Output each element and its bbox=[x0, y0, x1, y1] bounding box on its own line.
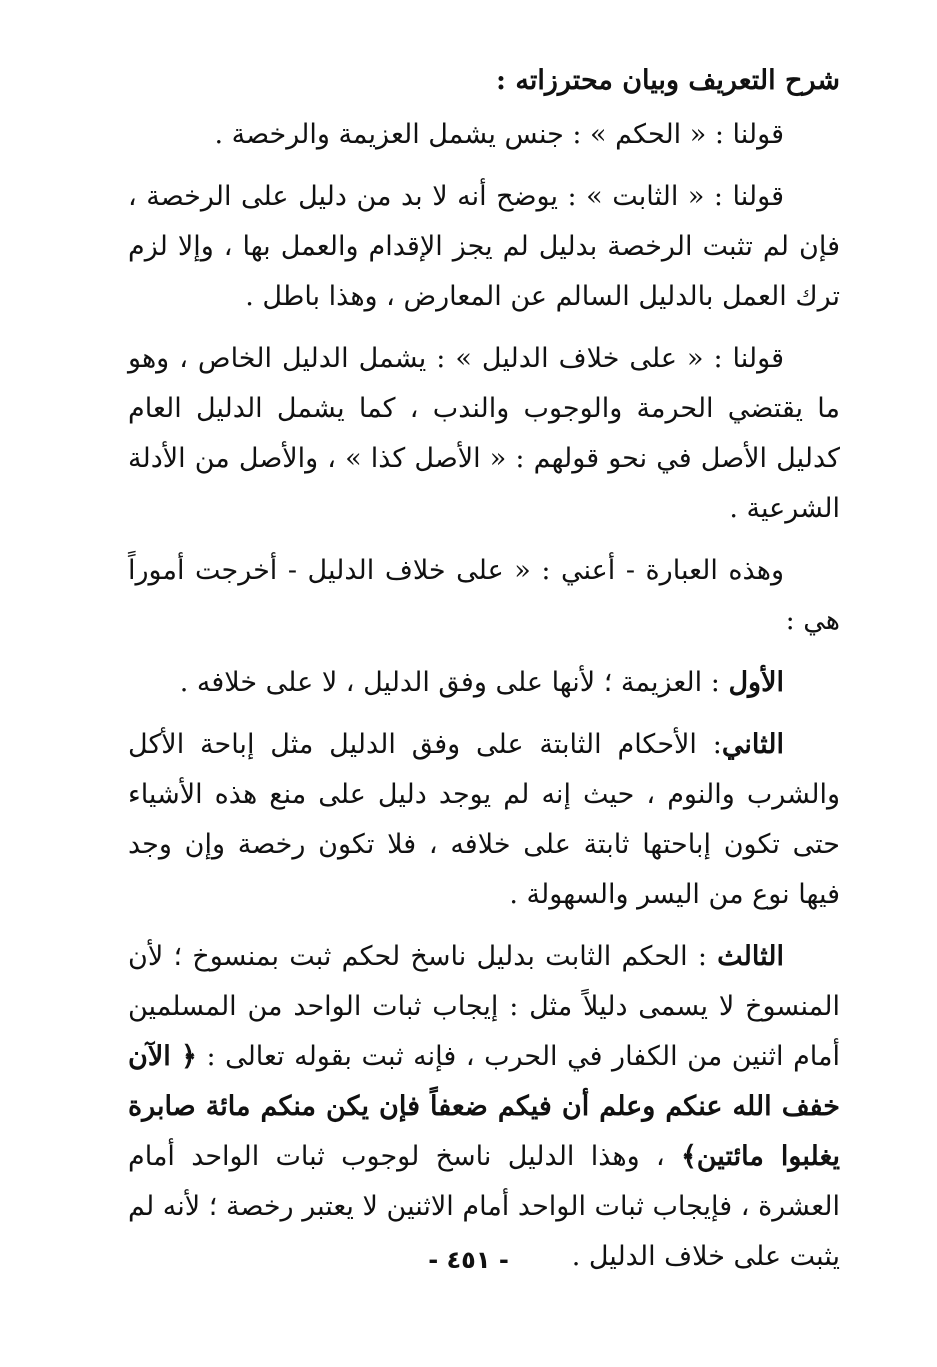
quran-verse: ﴿ الآن خفف الله عنكم وعلم أن فيكم ضعفاً فإن يكن منكم مائة صابرة يغلبوا مائتين﴾ bbox=[128, 1041, 840, 1172]
third-lead: الثالث bbox=[717, 941, 784, 972]
page-body bbox=[128, 50, 840, 1282]
paragraph-khilaf-daleel: قولنا : « على خلاف الدليل » : يشمل الدليل الخاص ، وهو ما يقتضي الحرمة والوجوب والندب ، كما يشمل الدليل العام كدليل الأصل في نحو قولهم : « الأصل كذا » ، والأصل من الأدلة الشرعية . bbox=[128, 343, 840, 524]
first-lead: الأول bbox=[728, 667, 784, 698]
first-text: : العزيمة ؛ لأنها على وفق الدليل ، لا على خلافه . bbox=[179, 667, 729, 698]
section-heading: شرح التعريف وبيان محترزاته : bbox=[496, 65, 840, 96]
paragraph-thabit: قولنا : « الثابت » : يوضح أنه لا بد من دليل على الرخصة ، فإن لم تثبت الرخصة بدليل لم يجز الإقدام والعمل بها ، وإلا لزم ترك العمل بالدليل السالم عن المعارض ، وهذا باطل . bbox=[128, 181, 840, 312]
paragraph-first bbox=[128, 658, 840, 708]
third-text-after: ، وهذا الدليل ناسخ لوجوب ثبات الواحد أمام العشرة ، فإيجاب ثبات الواحد أمام الاثنين لا يعتبر رخصة ؛ لأنه لم يثبت على خلاف الدليل . bbox=[128, 1141, 840, 1272]
paragraph-hukm: قولنا : « الحكم » : جنس يشمل العزيمة والرخصة . bbox=[214, 119, 784, 150]
third-text-before: : الحكم الثابت بدليل ناسخ لحكم ثبت بمنسوخ ؛ لأن المنسوخ لا يسمى دليلاً مثل : إيجاب ثبات الواحد من المسلمين أمام اثنين من الكفار في الحرب ، فإنه ثبت بقوله تعالى : bbox=[128, 941, 840, 1072]
page-number: - ٤٥١ - bbox=[428, 1246, 509, 1274]
paragraph-second bbox=[128, 720, 840, 920]
second-text: : الأحكام الثابتة على وفق الدليل مثل إباحة الأكل والشرب والنوم ، حيث إنه لم يوجد دليل على منع هذه الأشياء حتى تكون إباحتها ثابتة على خلافه ، فلا تكون رخصة وإن وجد فيها نوع من اليسر والسهولة . bbox=[128, 729, 840, 910]
second-lead: الثاني bbox=[721, 729, 784, 760]
paragraph-third bbox=[128, 932, 840, 1282]
paragraph-exclusions-intro: وهذه العبارة - أعني : « على خلاف الدليل - أخرجت أموراً هي : bbox=[128, 555, 840, 636]
